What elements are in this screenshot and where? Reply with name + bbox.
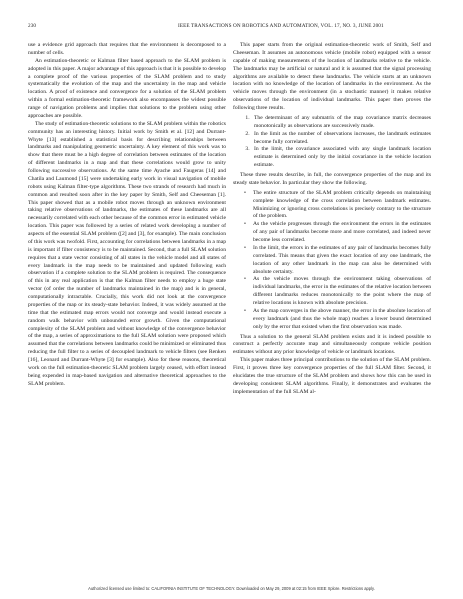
paragraph: use a evidence grid approach that requires that the environment is decomposed to a number of cells. [28, 42, 226, 56]
license-footer: Authorized licensed use limited to: CALIFORNIA INSTITUTE OF TECHNOLOGY. Downloaded on May 29, 2009 at 02:15 from IEEE Xplore. Restrictions apply. [88, 586, 375, 591]
paragraph: Thus a solution to the general SLAM problem exists and it is indeed possible to construct a perfectly accurate map and simultaneously compute vehicle position estimates without any prior knowledge of vehicle or landmark locations. [233, 333, 431, 356]
paragraph: These three results describe, in full, the convergence properties of the map and its steady state behavior. In particular they show the following. [233, 172, 431, 186]
paragraph: The study of estimation-theoretic solutions to the SLAM problem within the robotics community has an interesting history. Initial work by Smith et al. [12] and Durrant-Whyte [13] established a statistical basis for describing relationships between landmarks and manipulating geometric uncertainty. A key element of this work was to show that there must be a high degree of correlation between estimates of the location of different landmarks in a map and that these correlations would grow to unity following successive observations. At the same time Ayache and Faugeras [14] and Chatila and Laumond [15] were undertaking early work in visual navigation of mobile robots using Kalman filter-type algorithms. These two strands of research had much in common and resulted soon after in the key paper by Smith, Self and Cheeseman [1]. This paper showed that as a mobile robot moves through an unknown environment taking relative observations of landmarks, the estimates of these landmarks are all necessarily correlated with each other because of the common error in estimated vehicle location. This paper was followed by a series of related work developing a number of aspects of the essential SLAM problem ([2] and [3], for example). The main conclusion of this work was twofold. First, accounting for correlations between landmarks in a map is important if filter consistency is to be maintained. Second, that a full SLAM solution requires that a state vector consisting of all states in the vehicle model and all states of every landmark in the map needs to be maintained and updated following each observation if a complete solution to the SLAM problem is required. The consequence of this in any real application is that the Kalman filter needs to employ a huge state vector (of order the number of landmarks maintained in the map) and is in general, computationally intractable. Crucially, this work did not look at the convergence properties of the map or its steady-state behavior. Indeed, it was widely assumed at the time that the estimated map errors would not converge and would instead execute a random walk behavior with unbounded error growth. Given the computational complexity of the SLAM problem and without knowledge of the convergence behavior of the map, a series of approximations to the full SLAM solution were proposed which assumed that the correlations between landmarks could be minimized or eliminated thus reducing the full filter to a series of decoupled landmark to vehicle filters (see Renken [16], Leonard and Durrant-Whyte [3] for example). Also for these reasons, theoretical work on the full estimation-theoretic SLAM problem largely ceased, with effort instead being expended in map-based navigation and alternative theoretical approaches to the SLAM problem. [28, 120, 226, 387]
list-item: 1. The determinant of any submatrix of the map covariance matrix decreases monotonically as observations are successively made. [251, 115, 431, 131]
list-item: 2. In the limit as the number of observations increases, the landmark estimates become fully correlated. [251, 131, 431, 147]
list-item: • As the vehicle progresses through the environment the errors in the estimates of any pair of landmarks become more and more correlated, and indeed never become less correlated. [251, 221, 431, 245]
left-column [28, 42, 226, 389]
page-number: 230 [28, 23, 37, 29]
results-list [233, 115, 431, 170]
list-item: • As the vehicle moves through the environment taking observations of individual landmarks, the error in the estimates of the relative location between different landmarks reduces monotonically to the point where the map of relative locations is known with absolute precision. [251, 276, 431, 308]
list-item: 3. In the limit, the covariance associated with any single landmark location estimate is determined only by the initial covariance in the vehicle location estimate. [251, 146, 431, 170]
findings-list [233, 190, 431, 332]
journal-title: IEEE TRANSACTIONS ON ROBOTICS AND AUTOMATION, VOL. 17, NO. 3, JUNE 2001 [178, 23, 384, 29]
list-item: • In the limit, the errors in the estimates of any pair of landmarks becomes fully correlated. This means that given the exact location of any one landmark, the location of any other landmark in the map can also be determined with absolute certainty. [251, 245, 431, 277]
paragraph: An estimation-theoretic or Kalman filter based approach to the SLAM problem is adopted in this paper. A major advantage of this approach is that it is possible to develop a complete proof of the various properties of the SLAM problem and to study systematically the evolution of the map and the uncertainty in the map and vehicle location. A proof of existence and convergence for a solution of the SLAM problem within a formal estimation-theoretic framework also encompasses the widest possible range of navigation problems and implies that solutions to the problem using other approaches are possible. [28, 57, 226, 119]
paragraph: This paper makes three principal contributions to the solution of the SLAM problem. First, it proves three key convergence properties of the full SLAM filter. Second, it elucidates the true structure of the SLAM problem and shows how this can be used in developing consistent SLAM algorithms. Finally, it demonstrates and evaluates the implementation of the full SLAM al- [233, 357, 431, 395]
list-item: • The entire structure of the SLAM problem critically depends on maintaining complete knowledge of the cross correlation between landmark estimates. Minimizing or ignoring cross correlations is precisely contrary to the structure of the problem. [251, 190, 431, 222]
right-column [233, 42, 431, 397]
paragraph: This paper starts from the original estimation-theoretic work of Smith, Self and Cheeseman. It assumes an autonomous vehicle (mobile robot) equipped with a sensor capable of making measurements of the location of landmarks relative to the vehicle. The landmarks may be artificial or natural and it is assumed that the signal processing algorithms are available to detect these landmarks. The vehicle starts at an unknown location with no knowledge of the location of landmarks in the environment. As the vehicle moves through the environment (in a stochastic manner) it makes relative observations of the location of individual landmarks. This paper then proves the following three results. [233, 42, 431, 111]
running-header [28, 22, 439, 30]
list-item: • As the map converges in the above manner, the error in the absolute location of every landmark (and thus the whole map) reaches a lower bound determined only by the error that existed when the first observation was made. [251, 308, 431, 332]
